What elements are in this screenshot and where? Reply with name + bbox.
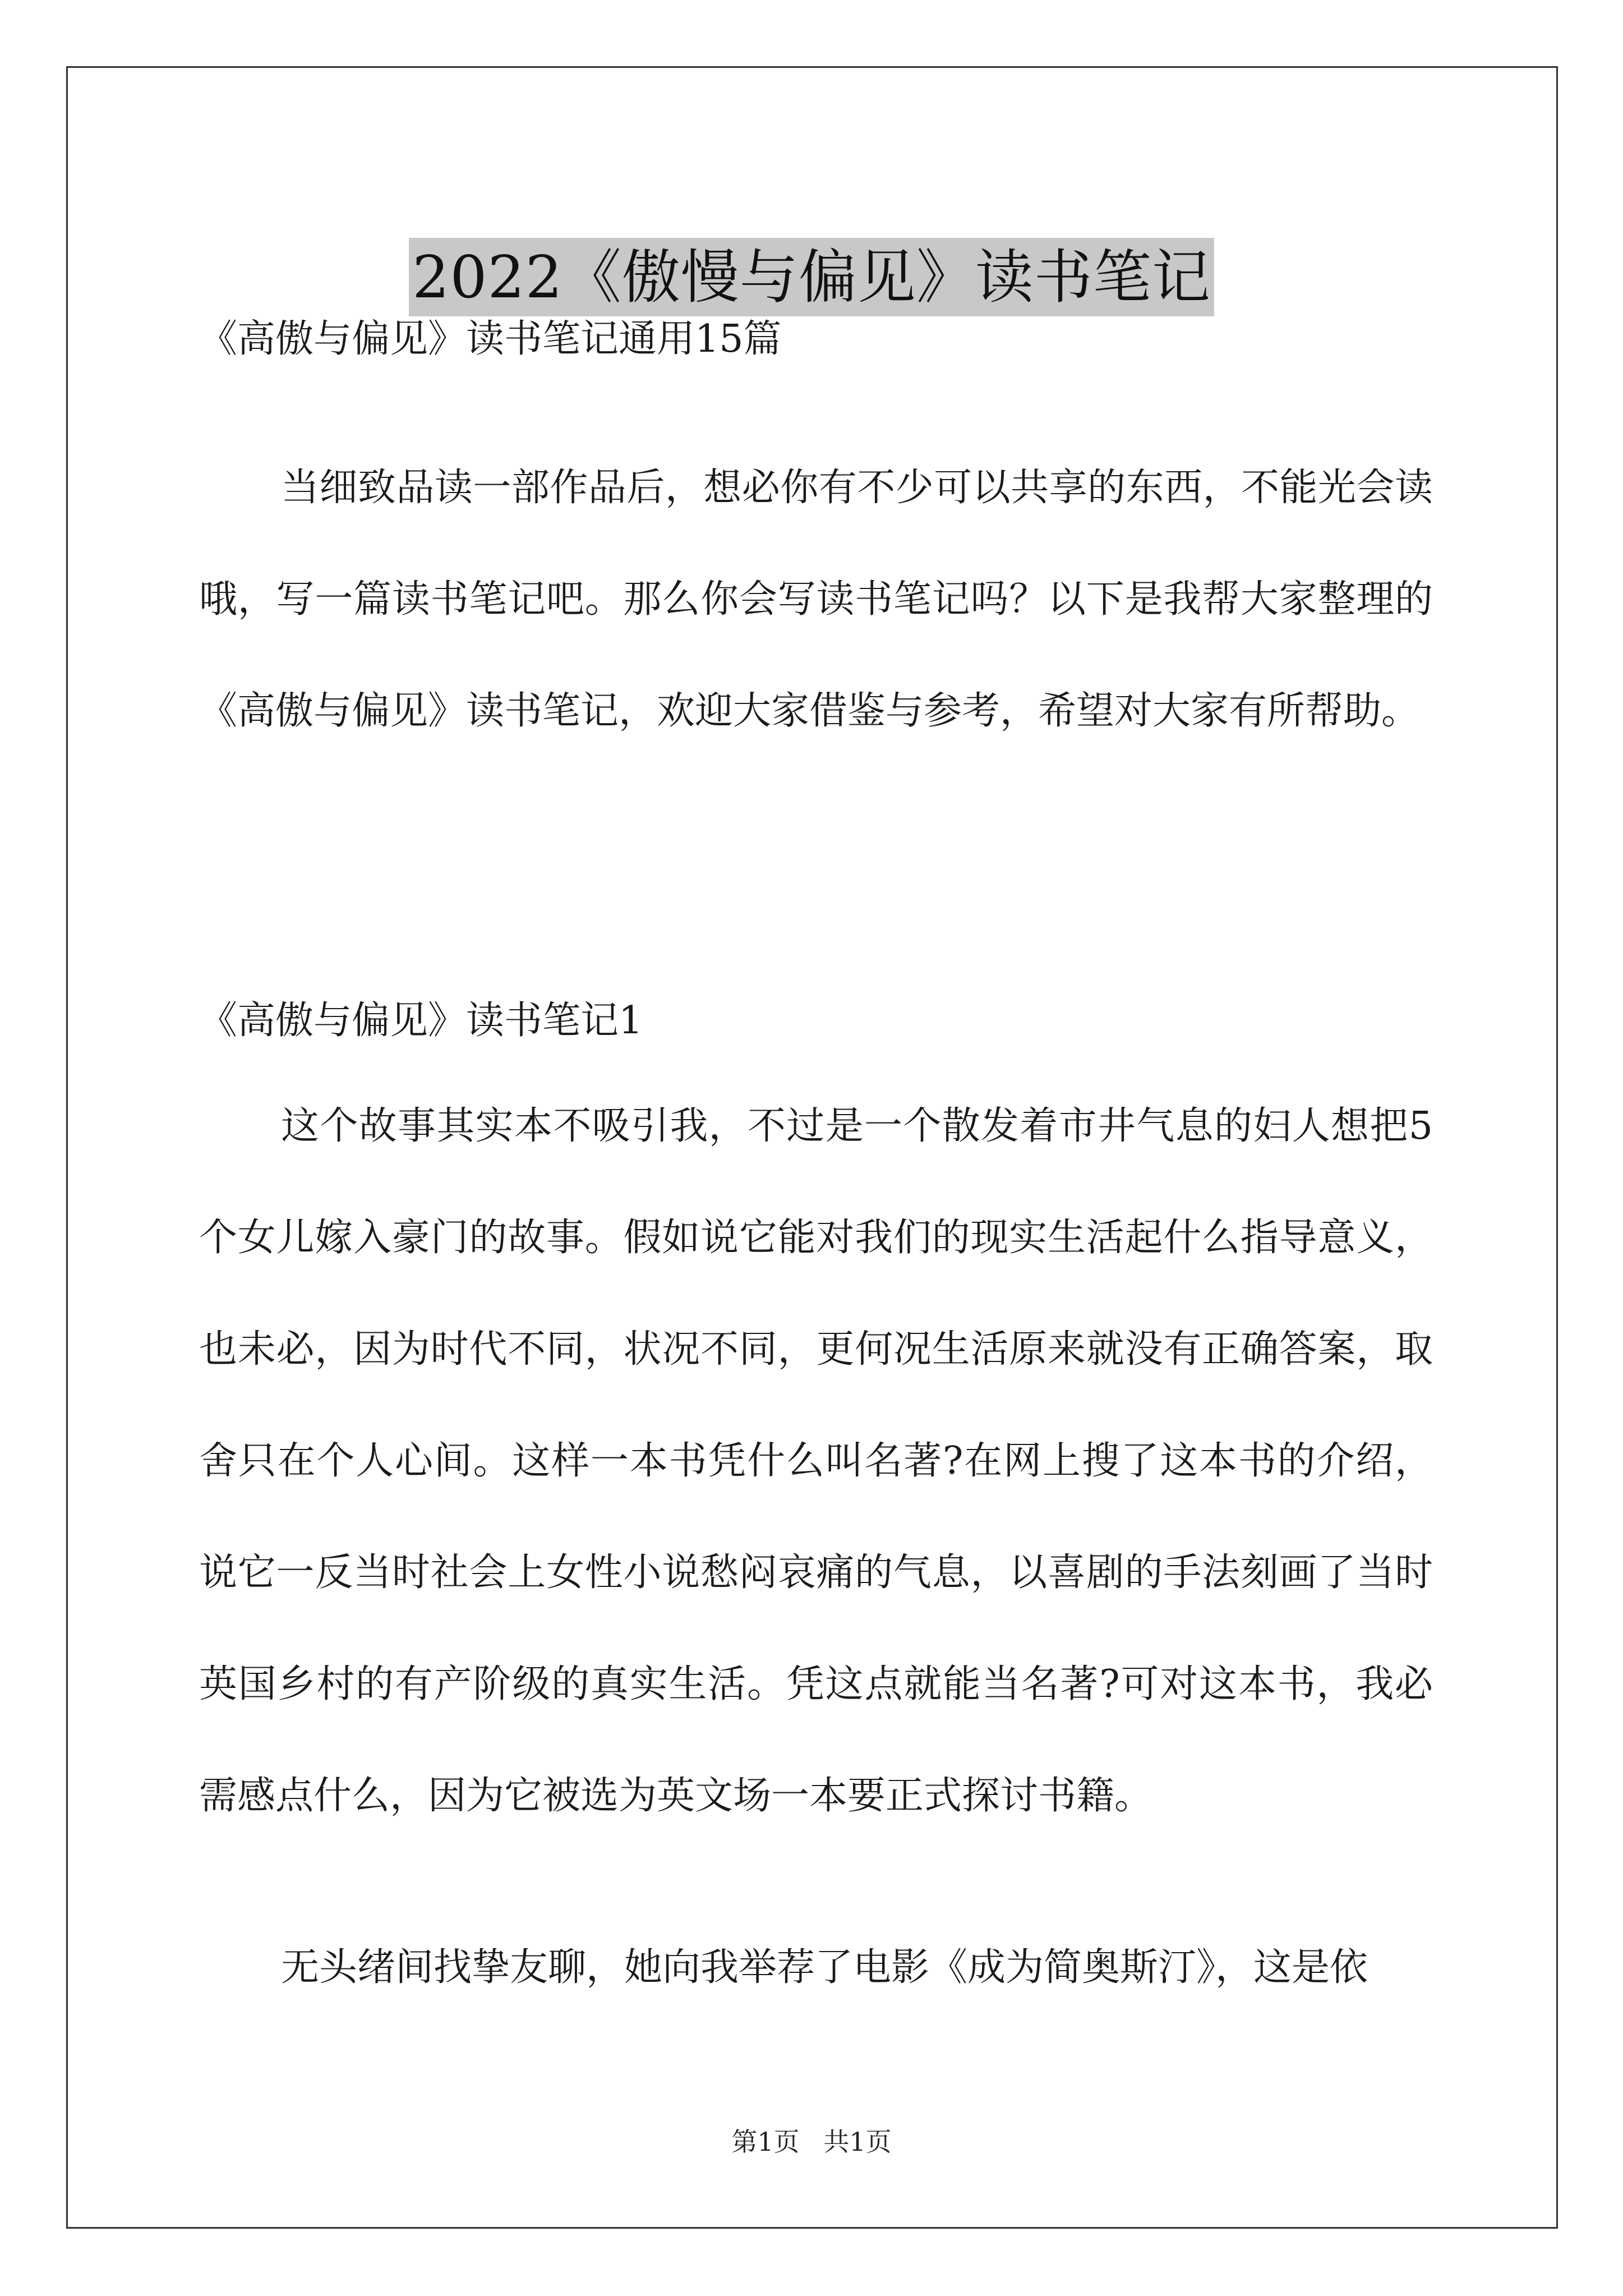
page-total: 共1页 — [823, 2127, 892, 2157]
page-number: 第1页 — [731, 2127, 800, 2157]
body-paragraph: 无头绪间找挚友聊，她向我举荐了电影《成为简奥斯汀》，这是依 — [281, 1945, 1368, 1990]
document-title: 2022《傲慢与偏见》读书笔记 — [409, 238, 1214, 316]
body-paragraph: 这个故事其实本不吸引我，不过是一个散发着市井气息的妇人想把5个女儿嫁入豪门的故事。假如说它能对我们的现实生活起什么指导意义，也未必，因为时代不同，状况不同，更何况生活原来就没有正确答案，取舍只在个人心间。这样一本书凭什么叫名著?在网上搜了这本书的介绍，说它一反当时社会上女性小说愁闷哀痛的气息，以喜剧的手法刻画了当时英国乡村的有产阶级的真实生活。凭这点就能当名著?可对这本书，我必需感点什么，因为它被选为英文场一本要正式探讨书籍。 — [199, 1104, 1433, 1818]
page-footer — [0, 2125, 1623, 2159]
section-heading: 《高傲与偏见》读书笔记1 — [199, 999, 643, 1043]
intro-paragraph: 当细致品读一部作品后，想必你有不少可以共享的东西，不能光会读哦，写一篇读书笔记吧。那么你会写读书笔记吗？以下是我帮大家整理的《高傲与偏见》读书笔记，欢迎大家借鉴与参考，希望对大家有所帮助。 — [199, 466, 1433, 733]
document-subtitle: 《高傲与偏见》读书笔记通用15篇 — [199, 317, 782, 361]
